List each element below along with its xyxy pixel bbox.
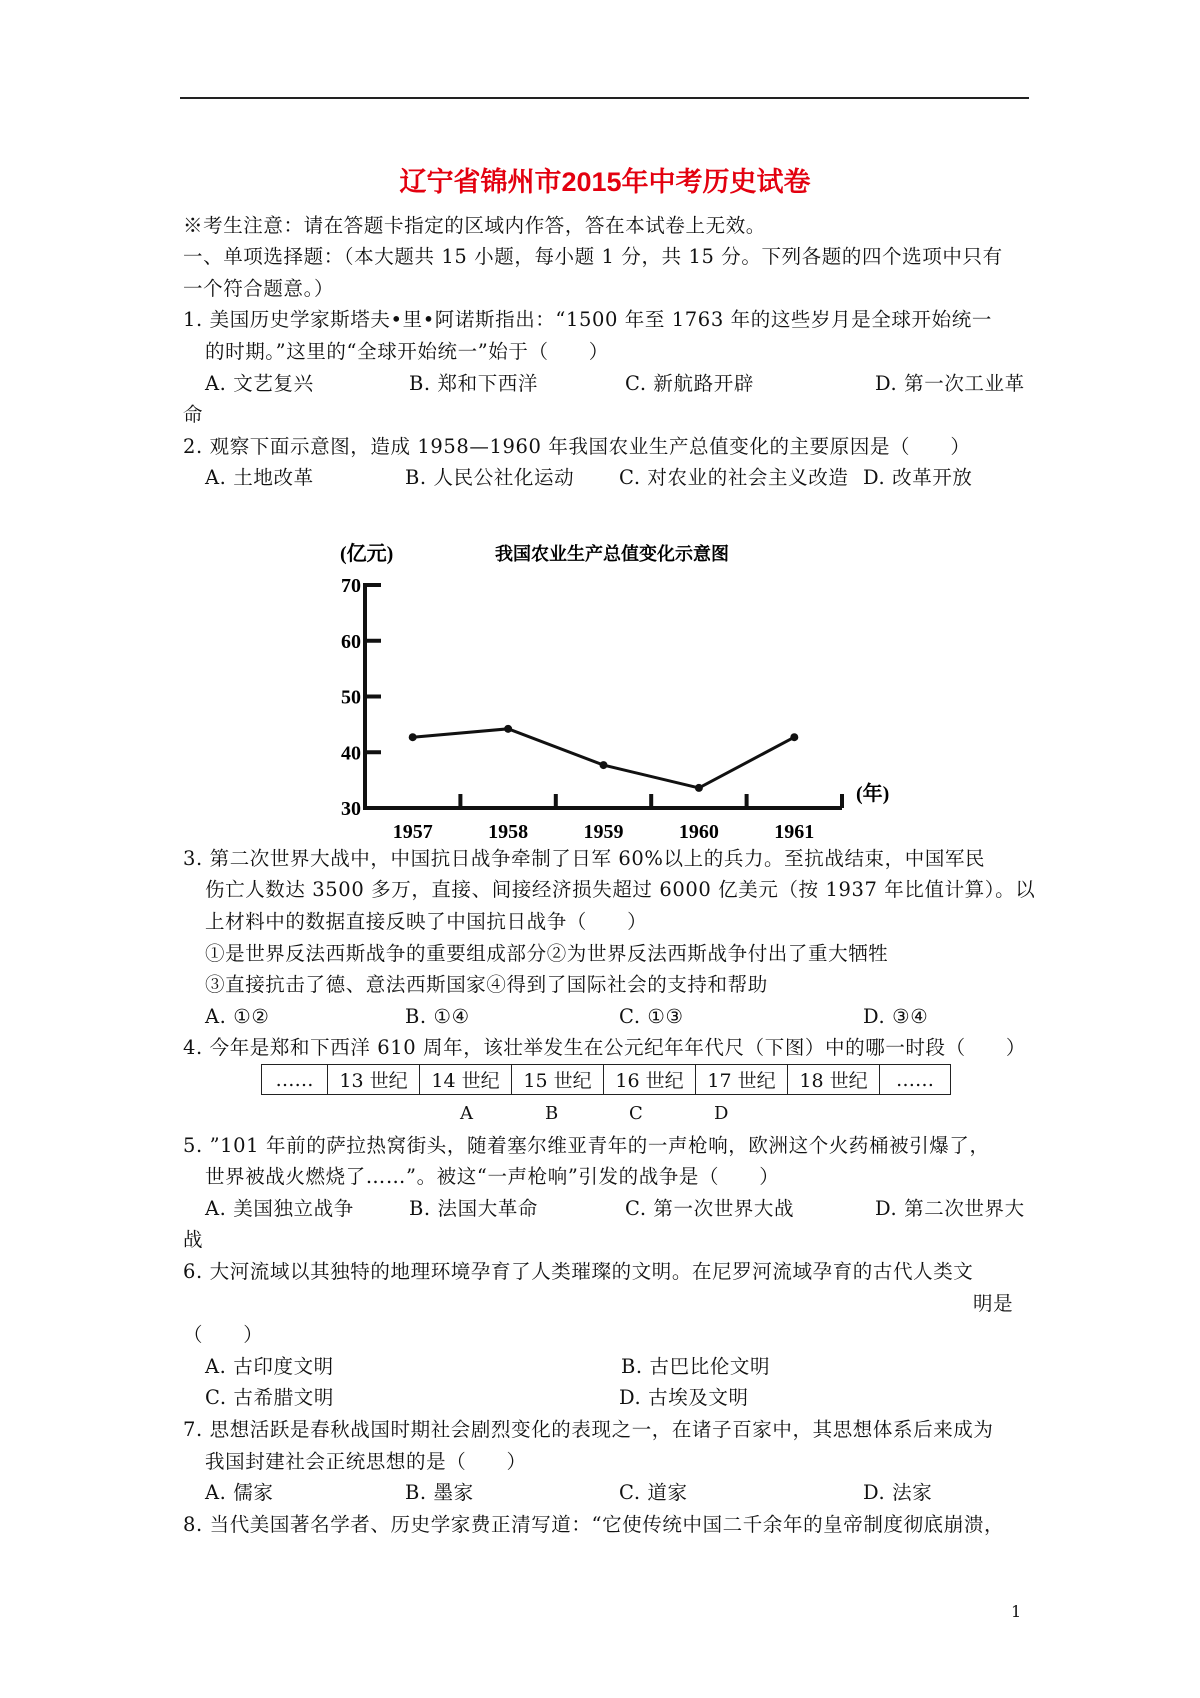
timeline-ruler bbox=[261, 1064, 951, 1095]
question-6-stem-cont: 明是 bbox=[973, 1292, 1014, 1315]
timeline-cell: 18 世纪 bbox=[788, 1065, 880, 1095]
question-2-stem: 2. 观察下面示意图，造成 1958—1960 年我国农业生产总值变化的主要原因是（ ） bbox=[183, 435, 971, 458]
q7-option-a: A. 儒家 bbox=[205, 1481, 274, 1504]
timeline-marker-a: A bbox=[460, 1103, 473, 1124]
q6-option-c: C. 古希腊文明 bbox=[205, 1386, 334, 1409]
q5-option-d: D. 第二次世界大 bbox=[875, 1197, 1025, 1220]
q3-option-b: B. ①④ bbox=[405, 1005, 470, 1028]
timeline-cell: …… bbox=[880, 1065, 951, 1095]
q6-option-a: A. 古印度文明 bbox=[205, 1355, 334, 1378]
data-point bbox=[790, 733, 798, 741]
page-number: 1 bbox=[1011, 1602, 1022, 1621]
chart-title: 我国农业生产总值变化示意图 bbox=[495, 544, 729, 564]
q1-option-d-wrap: 命 bbox=[183, 403, 204, 426]
x-tick-label: 1959 bbox=[583, 821, 624, 843]
section-heading-cont: 一个符合题意。） bbox=[183, 277, 335, 300]
question-4-stem: 4. 今年是郑和下西洋 610 周年，该壮举发生在公元纪年年代尺（下图）中的哪一时段（ ） bbox=[183, 1036, 1027, 1059]
data-point bbox=[600, 761, 608, 769]
question-3-stem: 3. 第二次世界大战中，中国抗日战争牵制了日军 60%以上的兵力。至抗战结束，中国军民 bbox=[183, 847, 986, 870]
question-3-statements: ③直接抗击了德、意法西斯国家④得到了国际社会的支持和帮助 bbox=[205, 973, 768, 996]
q3-option-c: C. ①③ bbox=[619, 1005, 684, 1028]
timeline-marker-b: B bbox=[545, 1103, 559, 1124]
page-title: 辽宁省锦州市2015年中考历史试卷 bbox=[399, 167, 811, 197]
q2-option-b: B. 人民公社化运动 bbox=[405, 466, 575, 489]
data-point bbox=[409, 733, 417, 741]
chart-x-unit-label: (年) bbox=[856, 783, 890, 805]
x-tick-label: 1957 bbox=[392, 821, 433, 843]
q5-option-d-wrap: 战 bbox=[183, 1228, 204, 1251]
y-tick-label: 40 bbox=[341, 742, 361, 765]
timeline-cell: 14 世纪 bbox=[420, 1065, 512, 1095]
question-8-stem: 8. 当代美国著名学者、历史学家费正清写道：“它使传统中国二千余年的皇帝制度彻底崩溃， bbox=[183, 1513, 1005, 1536]
question-3-stem-cont: 上材料中的数据直接反映了中国抗日战争（ ） bbox=[205, 910, 648, 933]
timeline-marker-c: C bbox=[629, 1103, 643, 1124]
q1-option-b: B. 郑和下西洋 bbox=[409, 372, 539, 395]
y-tick-label: 30 bbox=[341, 798, 361, 820]
timeline-cell: 13 世纪 bbox=[328, 1065, 420, 1095]
q1-option-d: D. 第一次工业革 bbox=[875, 372, 1025, 395]
q5-option-c: C. 第一次世界大战 bbox=[625, 1197, 795, 1220]
q5-option-a: A. 美国独立战争 bbox=[205, 1197, 354, 1220]
question-5-stem: 5. ”101 年前的萨拉热窝街头，随着塞尔维亚青年的一声枪响，欧洲这个火药桶被引爆了， bbox=[183, 1134, 990, 1157]
y-tick-label: 50 bbox=[341, 686, 361, 709]
q1-option-a: A. 文艺复兴 bbox=[205, 372, 314, 395]
timeline-cell: 16 世纪 bbox=[604, 1065, 696, 1095]
q2-option-d: D. 改革开放 bbox=[863, 466, 973, 489]
q3-option-d: D. ③④ bbox=[863, 1005, 929, 1028]
question-6-answer-blank: （ ） bbox=[183, 1323, 264, 1346]
q3-option-a: A. ①② bbox=[205, 1005, 270, 1028]
question-1-stem-cont: 的时期。”这里的“全球开始统一”始于（ ） bbox=[205, 340, 609, 363]
q2-option-c: C. 对农业的社会主义改造 bbox=[619, 466, 849, 489]
question-6-stem: 6. 大河流域以其独特的地理环境孕育了人类璀璨的文明。在尼罗河流域孕育的古代人类文 bbox=[183, 1260, 974, 1283]
timeline-cell: 15 世纪 bbox=[512, 1065, 604, 1095]
q7-option-b: B. 墨家 bbox=[405, 1481, 474, 1504]
data-point bbox=[504, 725, 512, 733]
timeline-marker-d: D bbox=[714, 1103, 729, 1124]
series-line bbox=[413, 729, 795, 788]
question-3-stem-cont: 伤亡人数达 3500 多万，直接、间接经济损失超过 6000 亿美元（按 1937 年比值计算）。以 bbox=[205, 878, 1036, 901]
q6-option-d: D. 古埃及文明 bbox=[619, 1386, 749, 1409]
y-tick-label: 70 bbox=[341, 575, 361, 597]
q2-option-a: A. 土地改革 bbox=[205, 466, 314, 489]
x-tick-label: 1960 bbox=[678, 821, 719, 843]
q7-option-c: C. 道家 bbox=[619, 1481, 688, 1504]
question-7-stem: 7. 思想活跃是春秋战国时期社会剧烈变化的表现之一，在诸子百家中，其思想体系后来成为 bbox=[183, 1418, 994, 1441]
x-tick-label: 1958 bbox=[488, 821, 529, 843]
y-tick-label: 60 bbox=[341, 630, 361, 653]
data-point bbox=[695, 784, 703, 792]
question-5-stem-cont: 世界被战火燃烧了……”。被这“一声枪响”引发的战争是（ ） bbox=[205, 1165, 780, 1188]
question-3-statements: ①是世界反法西斯战争的重要组成部分②为世界反法西斯战争付出了重大牺牲 bbox=[205, 942, 889, 965]
q1-option-c: C. 新航路开辟 bbox=[625, 372, 754, 395]
notice: ※考生注意：请在答题卡指定的区域内作答，答在本试卷上无效。 bbox=[183, 214, 766, 237]
question-7-stem-cont: 我国封建社会正统思想的是（ ） bbox=[205, 1450, 527, 1473]
chart-y-unit-label: (亿元) bbox=[340, 543, 394, 565]
q7-option-d: D. 法家 bbox=[863, 1481, 933, 1504]
section-heading: 一、单项选择题：（本大题共 15 小题，每小题 1 分，共 15 分。下列各题的四个选项中只有 bbox=[183, 245, 1003, 268]
timeline-cell: …… bbox=[262, 1065, 328, 1095]
question-1-stem: 1. 美国历史学家斯塔夫•里•阿诺斯指出：“1500 年至 1763 年的这些岁月是全球开始统一 bbox=[183, 308, 992, 331]
q5-option-b: B. 法国大革命 bbox=[409, 1197, 539, 1220]
x-tick-label: 1961 bbox=[774, 821, 815, 843]
timeline-cell: 17 世纪 bbox=[696, 1065, 788, 1095]
q6-option-b: B. 古巴比伦文明 bbox=[621, 1355, 771, 1378]
